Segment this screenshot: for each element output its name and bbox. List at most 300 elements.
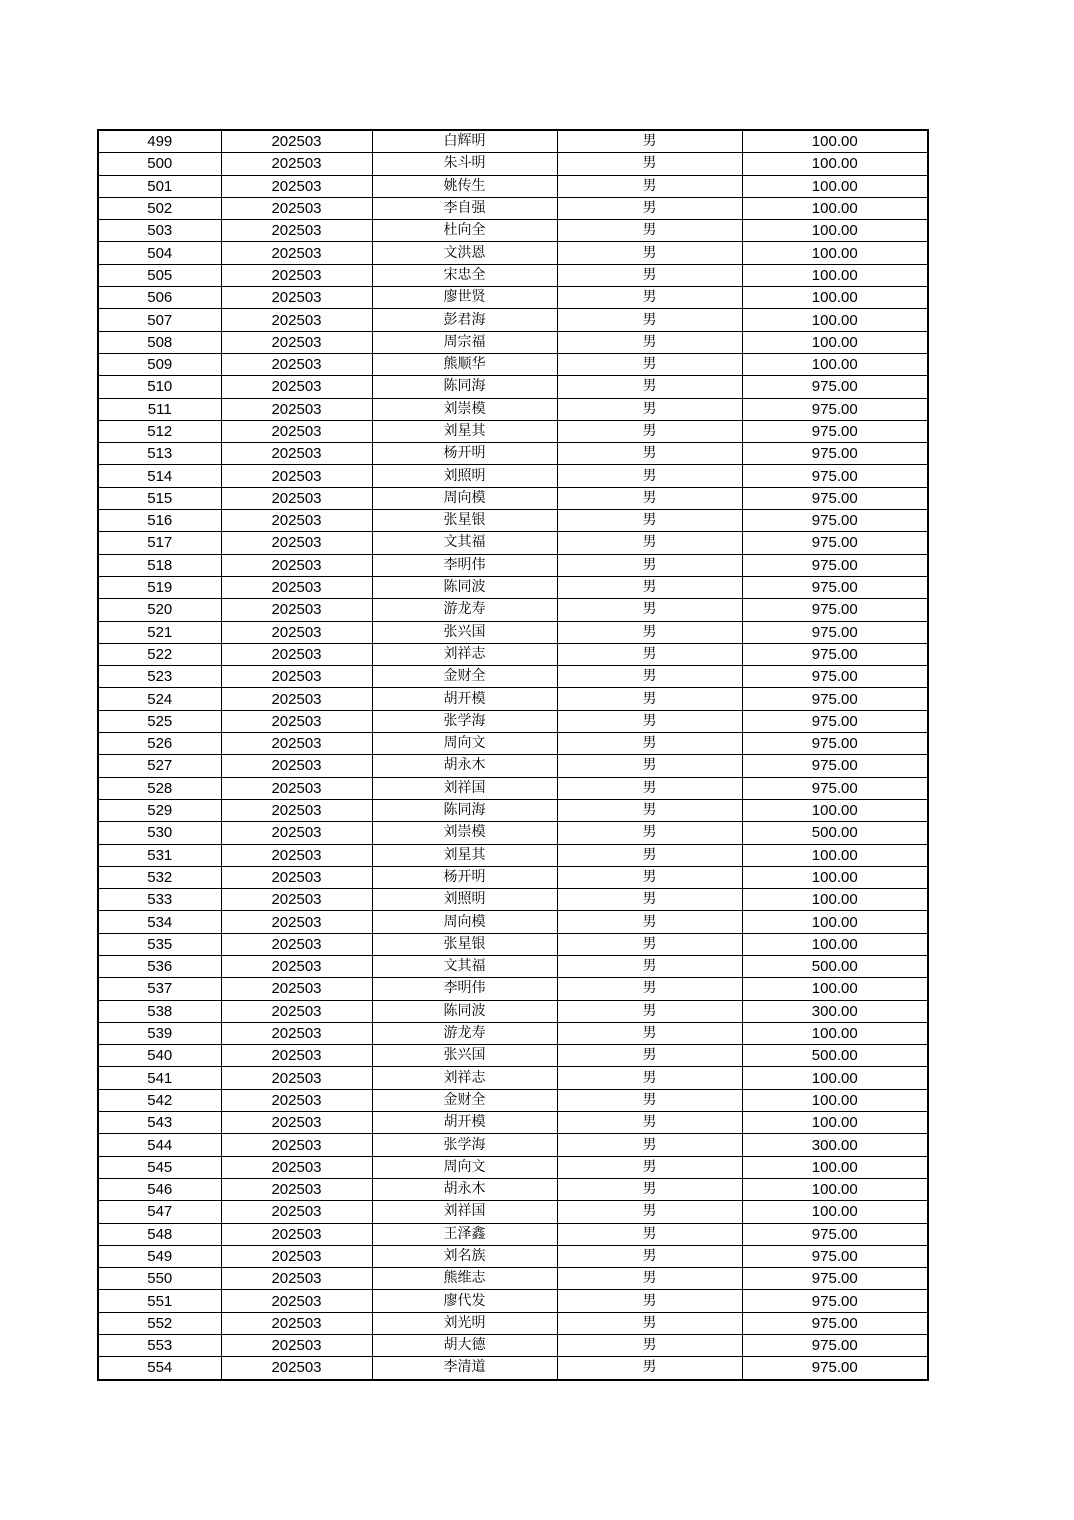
- name-cell: 胡开模: [372, 688, 557, 710]
- name-cell: 周向文: [372, 1156, 557, 1178]
- table-row: [98, 1156, 928, 1178]
- table-row: [98, 1312, 928, 1334]
- name-cell: 刘星其: [372, 844, 557, 866]
- table-body: [98, 130, 928, 1380]
- gender-cell: 男: [557, 1335, 742, 1357]
- row-number-cell: 510: [98, 376, 221, 398]
- period-cell: 202503: [221, 487, 372, 509]
- table-row: [98, 1290, 928, 1312]
- gender-cell: 男: [557, 911, 742, 933]
- table-row: [98, 1067, 928, 1089]
- name-cell: 王泽鑫: [372, 1223, 557, 1245]
- row-number-cell: 535: [98, 933, 221, 955]
- table-row: [98, 955, 928, 977]
- name-cell: 刘名族: [372, 1245, 557, 1267]
- table-row: [98, 197, 928, 219]
- table-row: [98, 1112, 928, 1134]
- period-cell: 202503: [221, 287, 372, 309]
- name-cell: 周向模: [372, 487, 557, 509]
- gender-cell: 男: [557, 710, 742, 732]
- period-cell: 202503: [221, 955, 372, 977]
- gender-cell: 男: [557, 1178, 742, 1200]
- amount-cell: 100.00: [742, 287, 928, 309]
- period-cell: 202503: [221, 777, 372, 799]
- amount-cell: 975.00: [742, 576, 928, 598]
- table-row: [98, 130, 928, 153]
- row-number-cell: 533: [98, 889, 221, 911]
- row-number-cell: 503: [98, 220, 221, 242]
- gender-cell: 男: [557, 978, 742, 1000]
- table-row: [98, 911, 928, 933]
- amount-cell: 100.00: [742, 353, 928, 375]
- name-cell: 文洪恩: [372, 242, 557, 264]
- name-cell: 文其福: [372, 955, 557, 977]
- data-table: [97, 129, 929, 1381]
- table-row: [98, 443, 928, 465]
- gender-cell: 男: [557, 1312, 742, 1334]
- amount-cell: 100.00: [742, 1089, 928, 1111]
- gender-cell: 男: [557, 1045, 742, 1067]
- amount-cell: 975.00: [742, 1290, 928, 1312]
- period-cell: 202503: [221, 1201, 372, 1223]
- gender-cell: 男: [557, 197, 742, 219]
- name-cell: 陈同波: [372, 576, 557, 598]
- period-cell: 202503: [221, 331, 372, 353]
- gender-cell: 男: [557, 510, 742, 532]
- table-row: [98, 666, 928, 688]
- amount-cell: 100.00: [742, 309, 928, 331]
- period-cell: 202503: [221, 866, 372, 888]
- period-cell: 202503: [221, 153, 372, 175]
- table-row: [98, 420, 928, 442]
- row-number-cell: 521: [98, 621, 221, 643]
- amount-cell: 100.00: [742, 1022, 928, 1044]
- table-row: [98, 1000, 928, 1022]
- gender-cell: 男: [557, 554, 742, 576]
- row-number-cell: 534: [98, 911, 221, 933]
- period-cell: 202503: [221, 933, 372, 955]
- gender-cell: 男: [557, 376, 742, 398]
- row-number-cell: 505: [98, 264, 221, 286]
- amount-cell: 975.00: [742, 666, 928, 688]
- period-cell: 202503: [221, 197, 372, 219]
- row-number-cell: 539: [98, 1022, 221, 1044]
- amount-cell: 100.00: [742, 889, 928, 911]
- table-row: [98, 287, 928, 309]
- row-number-cell: 552: [98, 1312, 221, 1334]
- gender-cell: 男: [557, 666, 742, 688]
- name-cell: 刘祥国: [372, 777, 557, 799]
- period-cell: 202503: [221, 220, 372, 242]
- row-number-cell: 526: [98, 733, 221, 755]
- name-cell: 金财全: [372, 666, 557, 688]
- gender-cell: 男: [557, 1245, 742, 1267]
- amount-cell: 300.00: [742, 1134, 928, 1156]
- amount-cell: 975.00: [742, 443, 928, 465]
- amount-cell: 975.00: [742, 710, 928, 732]
- row-number-cell: 499: [98, 130, 221, 153]
- row-number-cell: 513: [98, 443, 221, 465]
- period-cell: 202503: [221, 1134, 372, 1156]
- name-cell: 熊维志: [372, 1268, 557, 1290]
- row-number-cell: 547: [98, 1201, 221, 1223]
- amount-cell: 100.00: [742, 264, 928, 286]
- name-cell: 刘祥国: [372, 1201, 557, 1223]
- gender-cell: 男: [557, 353, 742, 375]
- name-cell: 张学海: [372, 710, 557, 732]
- amount-cell: 975.00: [742, 643, 928, 665]
- gender-cell: 男: [557, 1268, 742, 1290]
- gender-cell: 男: [557, 844, 742, 866]
- table-row: [98, 220, 928, 242]
- gender-cell: 男: [557, 755, 742, 777]
- amount-cell: 100.00: [742, 799, 928, 821]
- gender-cell: 男: [557, 532, 742, 554]
- amount-cell: 975.00: [742, 487, 928, 509]
- name-cell: 金财全: [372, 1089, 557, 1111]
- gender-cell: 男: [557, 866, 742, 888]
- row-number-cell: 500: [98, 153, 221, 175]
- gender-cell: 男: [557, 264, 742, 286]
- row-number-cell: 538: [98, 1000, 221, 1022]
- row-number-cell: 519: [98, 576, 221, 598]
- table-row: [98, 733, 928, 755]
- row-number-cell: 529: [98, 799, 221, 821]
- amount-cell: 975.00: [742, 733, 928, 755]
- period-cell: 202503: [221, 733, 372, 755]
- row-number-cell: 550: [98, 1268, 221, 1290]
- table-row: [98, 710, 928, 732]
- amount-cell: 975.00: [742, 688, 928, 710]
- amount-cell: 975.00: [742, 1335, 928, 1357]
- table-row: [98, 1201, 928, 1223]
- table-row: [98, 175, 928, 197]
- gender-cell: 男: [557, 1223, 742, 1245]
- period-cell: 202503: [221, 576, 372, 598]
- amount-cell: 975.00: [742, 755, 928, 777]
- amount-cell: 975.00: [742, 777, 928, 799]
- amount-cell: 975.00: [742, 1268, 928, 1290]
- period-cell: 202503: [221, 1045, 372, 1067]
- gender-cell: 男: [557, 153, 742, 175]
- name-cell: 刘照明: [372, 889, 557, 911]
- amount-cell: 100.00: [742, 220, 928, 242]
- period-cell: 202503: [221, 175, 372, 197]
- table-row: [98, 532, 928, 554]
- period-cell: 202503: [221, 532, 372, 554]
- name-cell: 游龙寿: [372, 1022, 557, 1044]
- period-cell: 202503: [221, 710, 372, 732]
- row-number-cell: 504: [98, 242, 221, 264]
- table-row: [98, 1335, 928, 1357]
- amount-cell: 100.00: [742, 933, 928, 955]
- row-number-cell: 527: [98, 755, 221, 777]
- period-cell: 202503: [221, 465, 372, 487]
- table-row: [98, 933, 928, 955]
- name-cell: 张学海: [372, 1134, 557, 1156]
- period-cell: 202503: [221, 242, 372, 264]
- amount-cell: 975.00: [742, 1357, 928, 1380]
- gender-cell: 男: [557, 933, 742, 955]
- table-row: [98, 643, 928, 665]
- period-cell: 202503: [221, 1290, 372, 1312]
- row-number-cell: 501: [98, 175, 221, 197]
- amount-cell: 975.00: [742, 465, 928, 487]
- period-cell: 202503: [221, 554, 372, 576]
- row-number-cell: 516: [98, 510, 221, 532]
- row-number-cell: 506: [98, 287, 221, 309]
- amount-cell: 975.00: [742, 1245, 928, 1267]
- row-number-cell: 530: [98, 822, 221, 844]
- amount-cell: 500.00: [742, 955, 928, 977]
- row-number-cell: 520: [98, 599, 221, 621]
- row-number-cell: 543: [98, 1112, 221, 1134]
- period-cell: 202503: [221, 376, 372, 398]
- amount-cell: 975.00: [742, 1223, 928, 1245]
- name-cell: 廖代发: [372, 1290, 557, 1312]
- name-cell: 张星银: [372, 933, 557, 955]
- row-number-cell: 540: [98, 1045, 221, 1067]
- gender-cell: 男: [557, 1022, 742, 1044]
- row-number-cell: 523: [98, 666, 221, 688]
- name-cell: 李明伟: [372, 554, 557, 576]
- period-cell: 202503: [221, 1357, 372, 1380]
- name-cell: 周宗福: [372, 331, 557, 353]
- gender-cell: 男: [557, 487, 742, 509]
- period-cell: 202503: [221, 1067, 372, 1089]
- gender-cell: 男: [557, 688, 742, 710]
- amount-cell: 100.00: [742, 1156, 928, 1178]
- period-cell: 202503: [221, 264, 372, 286]
- period-cell: 202503: [221, 621, 372, 643]
- row-number-cell: 502: [98, 197, 221, 219]
- row-number-cell: 542: [98, 1089, 221, 1111]
- gender-cell: 男: [557, 420, 742, 442]
- amount-cell: 100.00: [742, 153, 928, 175]
- name-cell: 陈同海: [372, 376, 557, 398]
- gender-cell: 男: [557, 599, 742, 621]
- gender-cell: 男: [557, 1156, 742, 1178]
- row-number-cell: 507: [98, 309, 221, 331]
- table-row: [98, 755, 928, 777]
- period-cell: 202503: [221, 398, 372, 420]
- row-number-cell: 541: [98, 1067, 221, 1089]
- gender-cell: 男: [557, 733, 742, 755]
- gender-cell: 男: [557, 220, 742, 242]
- name-cell: 杜向全: [372, 220, 557, 242]
- gender-cell: 男: [557, 130, 742, 153]
- table-row: [98, 799, 928, 821]
- period-cell: 202503: [221, 1312, 372, 1334]
- period-cell: 202503: [221, 1000, 372, 1022]
- table-row: [98, 242, 928, 264]
- table-row: [98, 599, 928, 621]
- table-row: [98, 621, 928, 643]
- row-number-cell: 514: [98, 465, 221, 487]
- name-cell: 姚传生: [372, 175, 557, 197]
- amount-cell: 100.00: [742, 1201, 928, 1223]
- table-row: [98, 398, 928, 420]
- period-cell: 202503: [221, 1022, 372, 1044]
- gender-cell: 男: [557, 822, 742, 844]
- gender-cell: 男: [557, 777, 742, 799]
- table-row: [98, 866, 928, 888]
- name-cell: 胡永木: [372, 755, 557, 777]
- row-number-cell: 512: [98, 420, 221, 442]
- gender-cell: 男: [557, 465, 742, 487]
- gender-cell: 男: [557, 287, 742, 309]
- gender-cell: 男: [557, 1112, 742, 1134]
- period-cell: 202503: [221, 420, 372, 442]
- period-cell: 202503: [221, 1268, 372, 1290]
- table-row: [98, 153, 928, 175]
- period-cell: 202503: [221, 978, 372, 1000]
- gender-cell: 男: [557, 1134, 742, 1156]
- amount-cell: 100.00: [742, 978, 928, 1000]
- name-cell: 李自强: [372, 197, 557, 219]
- table-row: [98, 331, 928, 353]
- table-row: [98, 554, 928, 576]
- row-number-cell: 553: [98, 1335, 221, 1357]
- table-row: [98, 309, 928, 331]
- table-row: [98, 487, 928, 509]
- table-row: [98, 1178, 928, 1200]
- gender-cell: 男: [557, 1000, 742, 1022]
- period-cell: 202503: [221, 1112, 372, 1134]
- table-row: [98, 1223, 928, 1245]
- table-row: [98, 844, 928, 866]
- name-cell: 熊顺华: [372, 353, 557, 375]
- gender-cell: 男: [557, 955, 742, 977]
- name-cell: 李明伟: [372, 978, 557, 1000]
- row-number-cell: 532: [98, 866, 221, 888]
- amount-cell: 100.00: [742, 130, 928, 153]
- gender-cell: 男: [557, 1290, 742, 1312]
- period-cell: 202503: [221, 889, 372, 911]
- table-row: [98, 1045, 928, 1067]
- table-row: [98, 465, 928, 487]
- table-row: [98, 510, 928, 532]
- period-cell: 202503: [221, 130, 372, 153]
- period-cell: 202503: [221, 755, 372, 777]
- table-row: [98, 688, 928, 710]
- row-number-cell: 525: [98, 710, 221, 732]
- table-row: [98, 376, 928, 398]
- period-cell: 202503: [221, 1223, 372, 1245]
- row-number-cell: 508: [98, 331, 221, 353]
- gender-cell: 男: [557, 576, 742, 598]
- row-number-cell: 548: [98, 1223, 221, 1245]
- gender-cell: 男: [557, 1201, 742, 1223]
- gender-cell: 男: [557, 1089, 742, 1111]
- name-cell: 胡永木: [372, 1178, 557, 1200]
- name-cell: 陈同波: [372, 1000, 557, 1022]
- table-row: [98, 1134, 928, 1156]
- row-number-cell: 517: [98, 532, 221, 554]
- row-number-cell: 536: [98, 955, 221, 977]
- gender-cell: 男: [557, 309, 742, 331]
- gender-cell: 男: [557, 331, 742, 353]
- amount-cell: 975.00: [742, 599, 928, 621]
- amount-cell: 100.00: [742, 242, 928, 264]
- row-number-cell: 537: [98, 978, 221, 1000]
- period-cell: 202503: [221, 822, 372, 844]
- period-cell: 202503: [221, 599, 372, 621]
- name-cell: 廖世贤: [372, 287, 557, 309]
- gender-cell: 男: [557, 1067, 742, 1089]
- amount-cell: 975.00: [742, 510, 928, 532]
- period-cell: 202503: [221, 1089, 372, 1111]
- amount-cell: 100.00: [742, 1067, 928, 1089]
- name-cell: 宋忠全: [372, 264, 557, 286]
- name-cell: 游龙寿: [372, 599, 557, 621]
- amount-cell: 100.00: [742, 844, 928, 866]
- period-cell: 202503: [221, 643, 372, 665]
- row-number-cell: 524: [98, 688, 221, 710]
- period-cell: 202503: [221, 1335, 372, 1357]
- name-cell: 朱斗明: [372, 153, 557, 175]
- amount-cell: 975.00: [742, 621, 928, 643]
- row-number-cell: 511: [98, 398, 221, 420]
- gender-cell: 男: [557, 1357, 742, 1380]
- amount-cell: 100.00: [742, 1112, 928, 1134]
- name-cell: 刘崇模: [372, 398, 557, 420]
- gender-cell: 男: [557, 799, 742, 821]
- amount-cell: 100.00: [742, 1178, 928, 1200]
- period-cell: 202503: [221, 688, 372, 710]
- amount-cell: 100.00: [742, 331, 928, 353]
- period-cell: 202503: [221, 1178, 372, 1200]
- name-cell: 周向模: [372, 911, 557, 933]
- period-cell: 202503: [221, 666, 372, 688]
- name-cell: 刘崇模: [372, 822, 557, 844]
- name-cell: 李清道: [372, 1357, 557, 1380]
- amount-cell: 100.00: [742, 911, 928, 933]
- table-row: [98, 264, 928, 286]
- gender-cell: 男: [557, 242, 742, 264]
- period-cell: 202503: [221, 1245, 372, 1267]
- period-cell: 202503: [221, 799, 372, 821]
- name-cell: 杨开明: [372, 443, 557, 465]
- name-cell: 杨开明: [372, 866, 557, 888]
- amount-cell: 975.00: [742, 376, 928, 398]
- row-number-cell: 545: [98, 1156, 221, 1178]
- table-row: [98, 889, 928, 911]
- period-cell: 202503: [221, 309, 372, 331]
- table-row: [98, 1268, 928, 1290]
- table-row: [98, 777, 928, 799]
- name-cell: 刘祥志: [372, 643, 557, 665]
- gender-cell: 男: [557, 443, 742, 465]
- table-row: [98, 353, 928, 375]
- name-cell: 周向文: [372, 733, 557, 755]
- period-cell: 202503: [221, 844, 372, 866]
- row-number-cell: 551: [98, 1290, 221, 1312]
- name-cell: 张兴国: [372, 621, 557, 643]
- table-row: [98, 576, 928, 598]
- name-cell: 张星银: [372, 510, 557, 532]
- amount-cell: 975.00: [742, 398, 928, 420]
- amount-cell: 100.00: [742, 866, 928, 888]
- name-cell: 刘祥志: [372, 1067, 557, 1089]
- row-number-cell: 531: [98, 844, 221, 866]
- name-cell: 刘照明: [372, 465, 557, 487]
- name-cell: 陈同海: [372, 799, 557, 821]
- amount-cell: 500.00: [742, 822, 928, 844]
- name-cell: 文其福: [372, 532, 557, 554]
- table-row: [98, 1245, 928, 1267]
- gender-cell: 男: [557, 621, 742, 643]
